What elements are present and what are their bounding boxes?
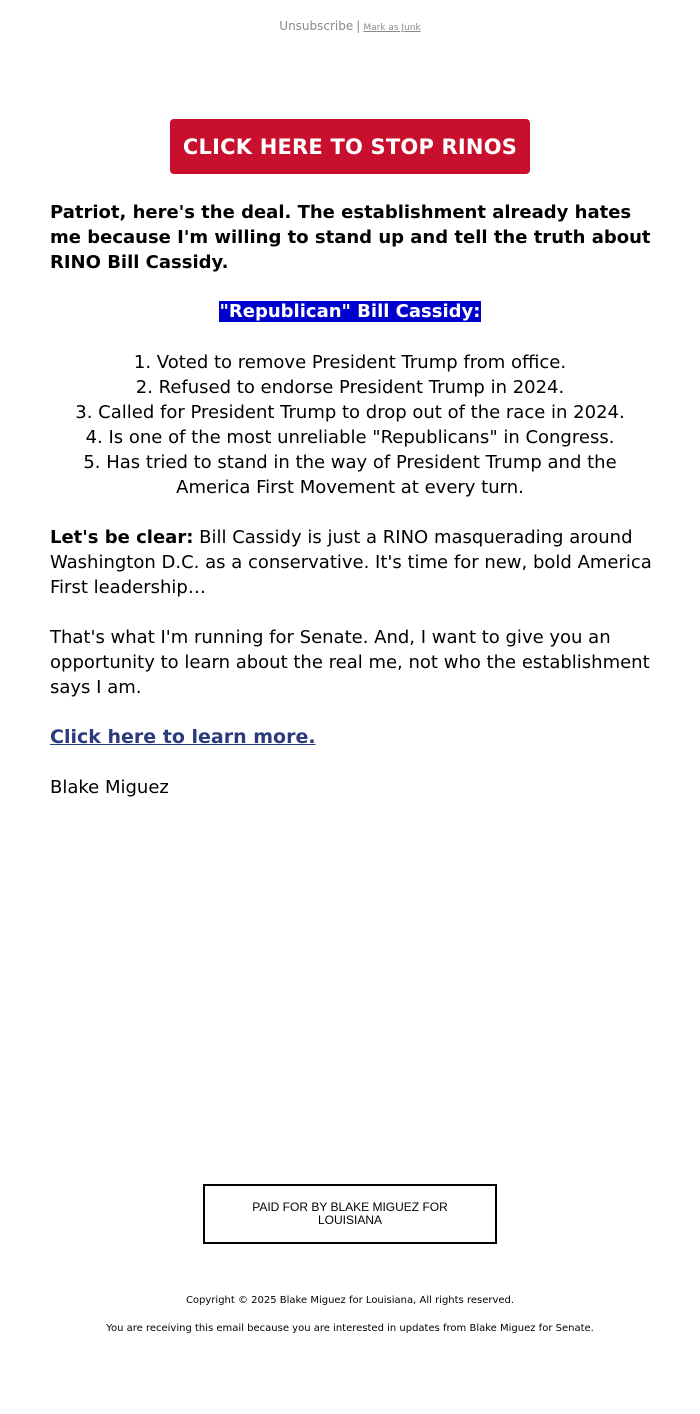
- signature: Blake Miguez: [50, 777, 169, 798]
- mark-as-junk-link[interactable]: Mark as Junk: [363, 23, 421, 33]
- lets-be-clear-paragraph: [50, 525, 655, 600]
- paid-for-box: [203, 1184, 497, 1244]
- header-links: [0, 19, 700, 33]
- list-item: 5. Has tried to stand in the way of President Trump and the America First Movement at every turn.: [83, 452, 617, 498]
- lets-be-clear-text: Bill Cassidy is just a RINO masquerading around Washington D.C. as a conservative. It's time for new, bold America First leadership…: [50, 527, 652, 598]
- paid-for-text: PAID FOR BY BLAKE MIGUEZ FOR LOUISIANA: [252, 1200, 448, 1227]
- list-item: 2. Refused to endorse President Trump in 2024.: [135, 377, 565, 398]
- intro-paragraph: Patriot, here's the deal. The establishment already hates me because I'm willing to stand up and tell the truth about RINO Bill Cassidy.: [50, 202, 651, 273]
- header-separator: |: [356, 19, 361, 33]
- copyright-text: Copyright © 2025 Blake Miguez for Louisiana, All rights reserved.: [185, 1295, 515, 1306]
- lets-be-clear-lead: Let's be clear:: [50, 527, 194, 548]
- list-item: 3. Called for President Trump to drop out of the race in 2024.: [75, 402, 625, 423]
- running-paragraph: That's what I'm running for Senate. And, I want to give you an opportunity to learn about the real me, not who the establishment says I am.: [50, 627, 650, 698]
- cassidy-list: [50, 350, 650, 500]
- subhead-highlight: "Republican" Bill Cassidy:: [219, 301, 481, 322]
- subhead: [0, 299, 700, 324]
- learn-more-link[interactable]: Click here to learn more.: [50, 726, 316, 748]
- receiving-text: You are receiving this email because you are interested in updates from Blake Miguez for Senate.: [106, 1323, 594, 1334]
- list-item: 4. Is one of the most unreliable "Republicans" in Congress.: [85, 427, 615, 448]
- stop-rinos-button[interactable]: CLICK HERE TO STOP RINOS: [170, 119, 530, 174]
- list-item: 1. Voted to remove President Trump from office.: [133, 352, 567, 373]
- unsubscribe-link[interactable]: Unsubscribe: [279, 19, 354, 33]
